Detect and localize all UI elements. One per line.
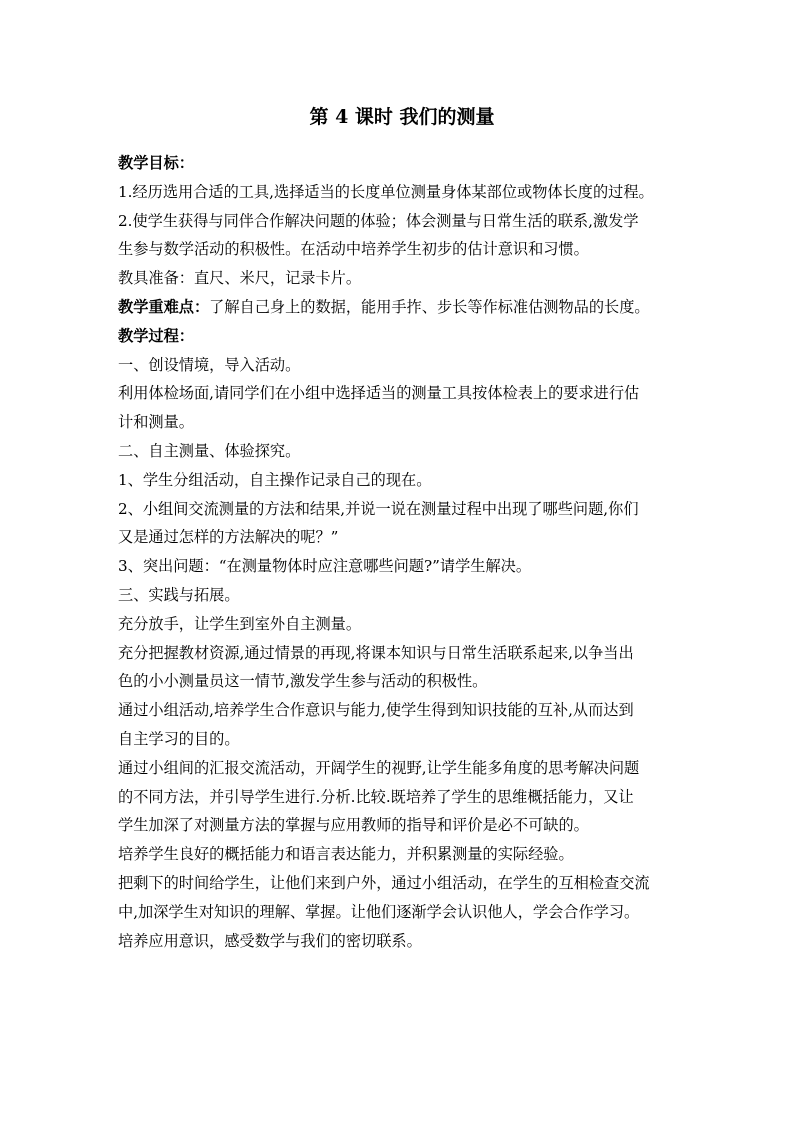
document-title: 第 4 课时 我们的测量 [309, 106, 495, 128]
paragraph-line: 培养学生良好的概括能力和语言表达能力，并积累测量的实际经验。 [118, 845, 574, 864]
paragraph-line: 利用体检场面,请同学们在小组中选择适当的测量工具按体检表上的要求进行估 [118, 384, 640, 403]
paragraph-line: 1.经历选用合适的工具,选择适当的长度单位测量身体某部位或物体长度的过程。 [118, 182, 654, 201]
line-label: 教学重难点： [118, 297, 210, 316]
paragraph-line: 充分把握教材资源,通过情景的再现,将课本知识与日常生活联系起来,以争当出 [118, 643, 634, 662]
document-page [118, 101, 678, 955]
paragraph-line: 色的小小测量员这一情节,激发学生参与活动的积极性。 [118, 672, 488, 691]
paragraph-line: 教具准备：直尺、米尺，记录卡片。 [118, 269, 361, 288]
paragraph-line: 生参与数学活动的积极性。在活动中培养学生初步的估计意识和习惯。 [118, 240, 589, 259]
paragraph-line: 的不同方法，并引导学生进行.分析.比较.既培养了学生的思维概括能力，又让 [118, 787, 634, 806]
paragraph-line: 自主学习的目的。 [118, 729, 240, 748]
paragraph-line: 培养应用意识，感受数学与我们的密切联系。 [118, 931, 422, 950]
paragraph-line: 计和测量。 [118, 413, 194, 432]
line-text: 了解自己身上的数据，能用手拃、步长等作标准估测物品的长度。 [209, 297, 650, 316]
section-heading: 教学目标： [118, 154, 194, 172]
paragraph-line: 三、实践与拓展。 [118, 585, 240, 604]
section-heading: 教学过程： [118, 326, 194, 345]
paragraph-line: 2、小组间交流测量的方法和结果,并说一说在测量过程中出现了哪些问题,你们 [118, 499, 639, 518]
paragraph-line: 二、自主测量、体验探究。 [118, 441, 301, 460]
paragraph-line: 通过小组间的汇报交流活动，开阔学生的视野,让学生能多角度的思考解决问题 [118, 758, 640, 777]
paragraph-line: 学生加深了对测量方法的掌握与应用教师的指导和评价是必不可缺的。 [118, 816, 589, 835]
paragraph-line: 把剩下的时间给学生，让他们来到户外，通过小组活动，在学生的互相检查交流 [118, 873, 650, 892]
paragraph-line: 2.使学生获得与同伴合作解决问题的体验；体会测量与日常生活的联系,激发学 [118, 211, 639, 230]
paragraph-line: 又是通过怎样的方法解决的呢？” [118, 528, 339, 547]
key-difficulty-line [118, 293, 678, 322]
paragraph-line: 1、学生分组活动，自主操作记录自己的现在。 [118, 470, 432, 489]
paragraph-line: 一、创设情境，导入活动。 [118, 355, 301, 374]
paragraph-line: 3、突出问题：“在测量物体时应注意哪些问题?”请学生解决。 [118, 557, 532, 576]
document-body [118, 149, 678, 955]
paragraph-line: 充分放手，让学生到室外自主测量。 [118, 614, 361, 633]
paragraph-line: 通过小组活动,培养学生合作意识与能力,使学生得到知识技能的互补,从而达到 [118, 701, 634, 720]
paragraph-line: 中,加深学生对知识的理解、掌握。让他们逐渐学会认识他人，学会合作学习。 [118, 902, 640, 921]
